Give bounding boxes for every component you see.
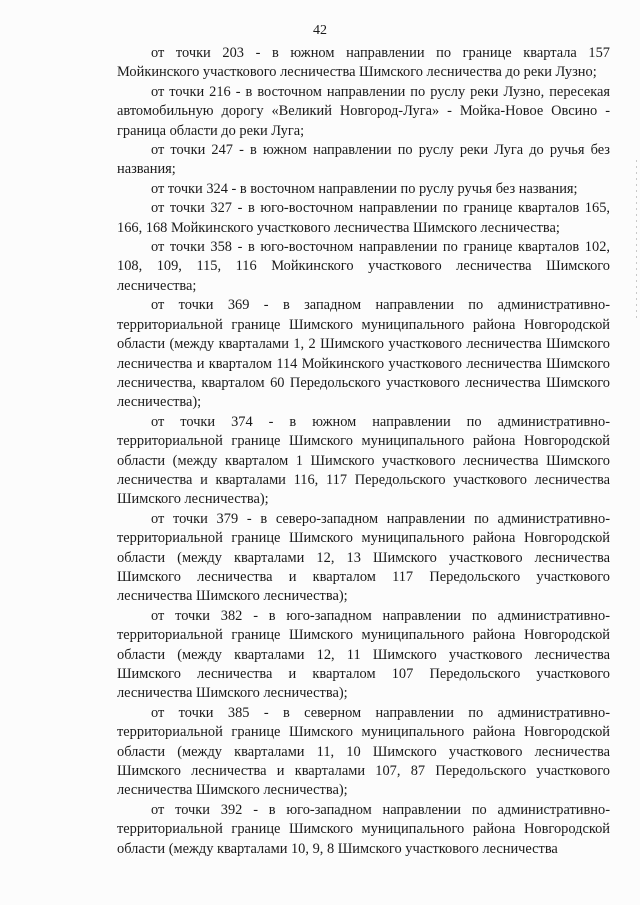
paragraph: от точки 382 - в юго-западном направлении по административно-территориальной границе Шимского муниципального района Новгородской области (между кварталами 12, 11 Шимского участкового лесничества Шимского лесничества и кварталом 107 Передольского участкового лесничества Шимского лесничества); (117, 607, 610, 702)
paragraph: от точки 327 - в юго-восточном направлении по границе кварталов 165, 166, 168 Мойкинского участкового лесничества Шимского лесничества; (117, 200, 610, 236)
paragraph: от точки 392 - в юго-западном направлении по административно-территориальной границе Шимского муниципального района Новгородской области (между кварталами 10, 9, 8 Шимского участкового лесничества (117, 801, 610, 857)
paragraph: от точки 247 - в южном направлении по руслу реки Луга до ручья без названия; (117, 142, 610, 178)
paragraph: от точки 358 - в юго-восточном направлении по границе кварталов 102, 108, 109, 115, 116 Мойкинского участкового лесничества Шимского лесничества; (117, 239, 610, 294)
scan-edge-mark (636, 160, 637, 320)
paragraph: от точки 385 - в северном направлении по административно-территориальной границе Шимского муниципального района Новгородской области (между кварталами 11, 10 Шимского участкового лесничества Шимского лесничества и кварталами 107, 87 Передольского участкового лесничества Шимского лесничества); (117, 704, 610, 799)
page-number: 42 (313, 23, 327, 38)
paragraph: от точки 369 - в западном направлении по административно-территориальной границе Шимского муниципального района Новгородской области (между кварталами 1, 2 Шимского участкового лесничества Шимского лесничества и кварталом 114 Мойкинского участкового лесничества Шимского лесничества, кварталом 60 Передольского участкового лесничества Шимского лесничества); (117, 297, 610, 411)
paragraph: от точки 374 - в южном направлении по административно-территориальной границе Шимского муниципального района Новгородской области (между кварталом 1 Шимского участкового лесничества Шимского лесничества и кварталами 116, 117 Передольского участкового лесничества Шимского лесничества); (117, 413, 610, 508)
paragraph: от точки 324 - в восточном направлении по руслу ручья без названия; (151, 180, 578, 197)
paragraph: от точки 379 - в северо-западном направлении по административно-территориальной границе Шимского муниципального района Новгородской области (между кварталами 12, 13 Шимского участкового лесничества Шимского лесничества и кварталом 117 Передольского участкового лесничества Шимского лесничества); (117, 510, 610, 605)
paragraph: от точки 203 - в южном направлении по границе квартала 157 Мойкинского участкового лесничества Шимского лесничества до реки Лузно; (117, 45, 610, 81)
document-body (117, 44, 610, 859)
paragraph: от точки 216 - в восточном направлении по руслу реки Лузно, пересекая автомобильную дорогу «Великий Новгород-Луга» - Мойка-Новое Овсино - граница области до реки Луга; (117, 83, 610, 139)
